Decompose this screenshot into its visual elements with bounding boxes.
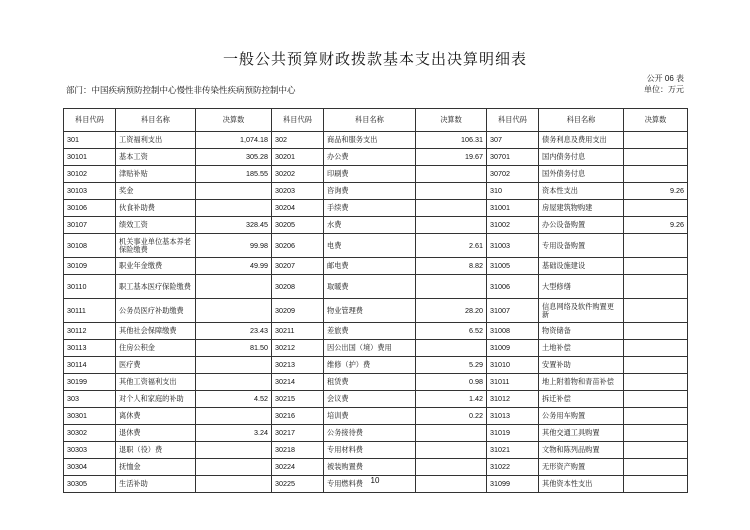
subject-code-cell: 30110 xyxy=(64,275,116,299)
subject-name-cell: 对个人和家庭的补助 xyxy=(116,391,196,408)
amount-cell: 49.99 xyxy=(196,258,272,275)
subject-name-cell: 水费 xyxy=(324,217,416,234)
table-row xyxy=(64,258,688,275)
subject-name-cell: 其他交通工具购置 xyxy=(539,425,624,442)
subject-name-cell: 基本工资 xyxy=(116,149,196,166)
amount-cell xyxy=(416,275,487,299)
table-row xyxy=(64,323,688,340)
amount-cell: 99.98 xyxy=(196,234,272,258)
subject-name-cell: 印刷费 xyxy=(324,166,416,183)
subject-code-cell: 30216 xyxy=(272,408,324,425)
subject-code-cell: 31099 xyxy=(487,476,539,493)
subject-name-cell: 津贴补贴 xyxy=(116,166,196,183)
table-row xyxy=(64,275,688,299)
subject-name-cell: 商品和服务支出 xyxy=(324,132,416,149)
subject-code-cell: 31001 xyxy=(487,200,539,217)
subject-code-cell: 31019 xyxy=(487,425,539,442)
column-header: 决算数 xyxy=(624,109,688,132)
subject-code-cell: 30203 xyxy=(272,183,324,200)
subject-code-cell: 303 xyxy=(64,391,116,408)
department-label: 部门：中国疾病预防控制中心慢性非传染性疾病预防控制中心 xyxy=(66,85,296,95)
column-header: 决算数 xyxy=(416,109,487,132)
table-row xyxy=(64,183,688,200)
table-row xyxy=(64,299,688,323)
subject-name-cell: 差旅费 xyxy=(324,323,416,340)
amount-cell: 185.55 xyxy=(196,166,272,183)
subject-name-cell: 住房公积金 xyxy=(116,340,196,357)
subject-code-cell: 30215 xyxy=(272,391,324,408)
column-header: 科目名称 xyxy=(539,109,624,132)
table-row xyxy=(64,340,688,357)
subject-code-cell: 30208 xyxy=(272,275,324,299)
subject-code-cell: 30112 xyxy=(64,323,116,340)
subject-code-cell: 301 xyxy=(64,132,116,149)
subject-code-cell: 30301 xyxy=(64,408,116,425)
subject-code-cell: 310 xyxy=(487,183,539,200)
amount-cell xyxy=(196,200,272,217)
column-header: 科目代码 xyxy=(64,109,116,132)
subject-code-cell: 31005 xyxy=(487,258,539,275)
subject-name-cell: 咨询费 xyxy=(324,183,416,200)
amount-cell xyxy=(196,357,272,374)
page-title: 一般公共预算财政拨款基本支出决算明细表 xyxy=(222,50,527,68)
subject-name-cell: 医疗费 xyxy=(116,357,196,374)
subject-code-cell: 31008 xyxy=(487,323,539,340)
amount-cell xyxy=(624,442,688,459)
amount-cell: 19.67 xyxy=(416,149,487,166)
subject-name-cell: 伙食补助费 xyxy=(116,200,196,217)
subject-code-cell: 30202 xyxy=(272,166,324,183)
amount-cell: 328.45 xyxy=(196,217,272,234)
subject-name-cell: 因公出国（境）费用 xyxy=(324,340,416,357)
amount-cell: 1.42 xyxy=(416,391,487,408)
column-header: 科目名称 xyxy=(116,109,196,132)
page-number: 10 xyxy=(370,476,380,485)
subject-name-cell: 邮电费 xyxy=(324,258,416,275)
amount-cell xyxy=(196,299,272,323)
subject-name-cell: 维修（护）费 xyxy=(324,357,416,374)
amount-cell xyxy=(624,200,688,217)
subject-name-cell: 培训费 xyxy=(324,408,416,425)
subject-name-cell: 其他资本性支出 xyxy=(539,476,624,493)
amount-cell xyxy=(624,425,688,442)
subject-name-cell: 专用燃料费 xyxy=(324,476,416,493)
amount-cell: 3.24 xyxy=(196,425,272,442)
amount-cell xyxy=(196,374,272,391)
table-row xyxy=(64,200,688,217)
subject-name-cell: 其他社会保障缴费 xyxy=(116,323,196,340)
subject-name-cell: 土地补偿 xyxy=(539,340,624,357)
subject-name-cell: 退休费 xyxy=(116,425,196,442)
amount-cell xyxy=(624,258,688,275)
subject-name-cell: 国外债务付息 xyxy=(539,166,624,183)
subject-name-cell: 办公设备购置 xyxy=(539,217,624,234)
subject-code-cell: 31007 xyxy=(487,299,539,323)
amount-cell: 9.26 xyxy=(624,183,688,200)
subject-name-cell: 电费 xyxy=(324,234,416,258)
subject-name-cell: 公务接待费 xyxy=(324,425,416,442)
amount-cell xyxy=(416,425,487,442)
amount-cell xyxy=(196,275,272,299)
subject-code-cell: 30212 xyxy=(272,340,324,357)
amount-cell xyxy=(624,459,688,476)
subject-name-cell: 专用设备购置 xyxy=(539,234,624,258)
amount-cell xyxy=(624,234,688,258)
table-row xyxy=(64,442,688,459)
subject-name-cell: 抚恤金 xyxy=(116,459,196,476)
subject-name-cell: 手续费 xyxy=(324,200,416,217)
subject-name-cell: 取暖费 xyxy=(324,275,416,299)
subject-code-cell: 31012 xyxy=(487,391,539,408)
amount-cell xyxy=(196,442,272,459)
amount-cell xyxy=(624,299,688,323)
table-row xyxy=(64,217,688,234)
subject-code-cell: 30304 xyxy=(64,459,116,476)
subject-code-cell: 31010 xyxy=(487,357,539,374)
expenditure-table xyxy=(63,108,688,493)
amount-cell xyxy=(416,340,487,357)
subject-name-cell: 绩效工资 xyxy=(116,217,196,234)
subject-code-cell: 30103 xyxy=(64,183,116,200)
subject-code-cell: 30101 xyxy=(64,149,116,166)
subject-code-cell: 30106 xyxy=(64,200,116,217)
subject-code-cell: 30114 xyxy=(64,357,116,374)
table-row xyxy=(64,149,688,166)
subject-code-cell: 31021 xyxy=(487,442,539,459)
subject-name-cell: 大型修缮 xyxy=(539,275,624,299)
column-header: 决算数 xyxy=(196,109,272,132)
amount-cell xyxy=(416,200,487,217)
amount-cell: 6.52 xyxy=(416,323,487,340)
subject-code-cell: 30225 xyxy=(272,476,324,493)
subject-name-cell: 会议费 xyxy=(324,391,416,408)
amount-cell: 2.61 xyxy=(416,234,487,258)
subject-name-cell: 公务员医疗补助缴费 xyxy=(116,299,196,323)
table-row xyxy=(64,166,688,183)
amount-cell: 8.82 xyxy=(416,258,487,275)
amount-cell xyxy=(624,132,688,149)
subject-name-cell: 离休费 xyxy=(116,408,196,425)
column-header: 科目名称 xyxy=(324,109,416,132)
subject-name-cell: 基础设施建设 xyxy=(539,258,624,275)
table-row xyxy=(64,459,688,476)
subject-code-cell: 30218 xyxy=(272,442,324,459)
subject-name-cell: 国内债务付息 xyxy=(539,149,624,166)
amount-cell xyxy=(196,408,272,425)
amount-cell: 9.26 xyxy=(624,217,688,234)
table-row xyxy=(64,425,688,442)
subject-name-cell: 退职（役）费 xyxy=(116,442,196,459)
subject-name-cell: 拆迁补偿 xyxy=(539,391,624,408)
header-row xyxy=(64,109,688,132)
amount-cell xyxy=(196,183,272,200)
subject-code-cell: 30111 xyxy=(64,299,116,323)
subject-name-cell: 机关事业单位基本养老保险缴费 xyxy=(116,234,196,258)
amount-cell xyxy=(416,442,487,459)
subject-name-cell: 房屋建筑物购建 xyxy=(539,200,624,217)
subject-code-cell: 30303 xyxy=(64,442,116,459)
amount-cell xyxy=(624,357,688,374)
amount-cell xyxy=(416,166,487,183)
subject-name-cell: 奖金 xyxy=(116,183,196,200)
subject-code-cell: 30113 xyxy=(64,340,116,357)
subject-name-cell: 信息网络及软件购置更新 xyxy=(539,299,624,323)
amount-cell: 0.22 xyxy=(416,408,487,425)
subject-code-cell: 31009 xyxy=(487,340,539,357)
subject-name-cell: 被装购置费 xyxy=(324,459,416,476)
subject-code-cell: 31011 xyxy=(487,374,539,391)
subject-code-cell: 30102 xyxy=(64,166,116,183)
amount-cell: 28.20 xyxy=(416,299,487,323)
subject-code-cell: 30211 xyxy=(272,323,324,340)
table-row xyxy=(64,408,688,425)
subject-name-cell: 工资福利支出 xyxy=(116,132,196,149)
table-body xyxy=(64,132,688,493)
subject-name-cell: 安置补助 xyxy=(539,357,624,374)
amount-cell xyxy=(624,166,688,183)
subject-name-cell: 物资储备 xyxy=(539,323,624,340)
subject-code-cell: 30213 xyxy=(272,357,324,374)
subject-code-cell: 31013 xyxy=(487,408,539,425)
subject-name-cell: 职业年金缴费 xyxy=(116,258,196,275)
subject-name-cell: 债务利息及费用支出 xyxy=(539,132,624,149)
subject-code-cell: 31002 xyxy=(487,217,539,234)
amount-cell xyxy=(624,275,688,299)
amount-cell xyxy=(624,408,688,425)
table-row xyxy=(64,132,688,149)
subject-code-cell: 30107 xyxy=(64,217,116,234)
subject-code-cell: 31006 xyxy=(487,275,539,299)
amount-cell: 4.52 xyxy=(196,391,272,408)
subject-code-cell: 30205 xyxy=(272,217,324,234)
subject-code-cell: 30209 xyxy=(272,299,324,323)
subject-code-cell: 31003 xyxy=(487,234,539,258)
subject-code-cell: 30305 xyxy=(64,476,116,493)
amount-cell xyxy=(624,374,688,391)
amount-cell: 23.43 xyxy=(196,323,272,340)
amount-cell: 1,074.18 xyxy=(196,132,272,149)
subject-code-cell: 30108 xyxy=(64,234,116,258)
amount-cell: 0.98 xyxy=(416,374,487,391)
subject-code-cell: 307 xyxy=(487,132,539,149)
amount-cell xyxy=(624,323,688,340)
subject-code-cell: 30204 xyxy=(272,200,324,217)
subject-name-cell: 资本性支出 xyxy=(539,183,624,200)
subject-name-cell: 地上附着物和青苗补偿 xyxy=(539,374,624,391)
amount-cell: 106.31 xyxy=(416,132,487,149)
subject-name-cell: 职工基本医疗保险缴费 xyxy=(116,275,196,299)
table-row xyxy=(64,374,688,391)
subject-code-cell: 30217 xyxy=(272,425,324,442)
subject-name-cell: 租赁费 xyxy=(324,374,416,391)
subject-code-cell: 31022 xyxy=(487,459,539,476)
subject-code-cell: 302 xyxy=(272,132,324,149)
column-header: 科目代码 xyxy=(487,109,539,132)
amount-cell xyxy=(624,149,688,166)
subject-name-cell: 其他工资福利支出 xyxy=(116,374,196,391)
subject-code-cell: 30701 xyxy=(487,149,539,166)
amount-cell xyxy=(624,340,688,357)
subject-code-cell: 30702 xyxy=(487,166,539,183)
amount-cell xyxy=(416,217,487,234)
unit-label: 单位：万元 xyxy=(644,85,684,94)
table-row xyxy=(64,234,688,258)
subject-code-cell: 30224 xyxy=(272,459,324,476)
subject-name-cell: 生活补助 xyxy=(116,476,196,493)
subject-name-cell: 文物和陈列品购置 xyxy=(539,442,624,459)
amount-cell xyxy=(624,391,688,408)
subject-code-cell: 30199 xyxy=(64,374,116,391)
subject-name-cell: 无形资产购置 xyxy=(539,459,624,476)
amount-cell xyxy=(196,459,272,476)
amount-cell: 305.28 xyxy=(196,149,272,166)
subject-code-cell: 30206 xyxy=(272,234,324,258)
table-row xyxy=(64,391,688,408)
subject-code-cell: 30302 xyxy=(64,425,116,442)
subject-code-cell: 30201 xyxy=(272,149,324,166)
subject-name-cell: 公务用车购置 xyxy=(539,408,624,425)
amount-cell xyxy=(416,183,487,200)
subject-name-cell: 物业管理费 xyxy=(324,299,416,323)
subject-code-cell: 30207 xyxy=(272,258,324,275)
amount-cell xyxy=(416,459,487,476)
subject-code-cell: 30109 xyxy=(64,258,116,275)
subject-code-cell: 30214 xyxy=(272,374,324,391)
subject-name-cell: 专用材料费 xyxy=(324,442,416,459)
amount-cell: 5.29 xyxy=(416,357,487,374)
amount-cell: 81.50 xyxy=(196,340,272,357)
column-header: 科目代码 xyxy=(272,109,324,132)
form-number: 公开 06 表 xyxy=(646,74,684,83)
subject-name-cell: 办公费 xyxy=(324,149,416,166)
table-row xyxy=(64,357,688,374)
